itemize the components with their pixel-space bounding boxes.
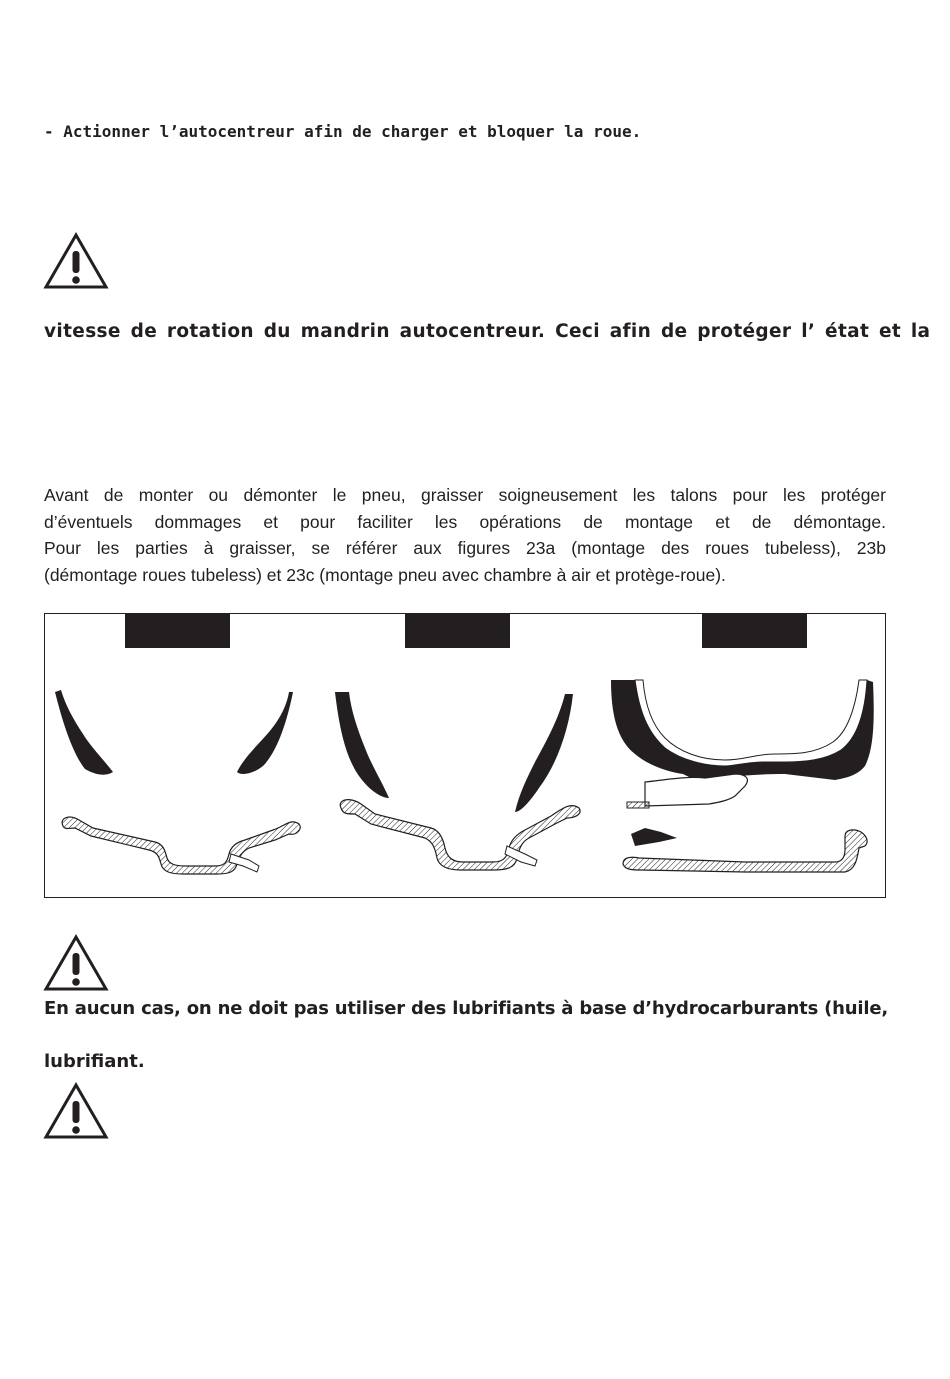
tube-tyre-23c [611, 680, 874, 780]
paragraph-line: d’éventuels dommages et pour faciliter les opérations de montage et de démontage. [44, 511, 886, 532]
tyre-bead-right-23a [237, 692, 293, 774]
warning-triangle-icon [43, 232, 109, 290]
valve-stem-23c [645, 774, 747, 806]
tyre-rim-diagrams [45, 614, 885, 897]
warning-text-lubricants: En aucun cas, on ne doit pas utiliser des lubrifiants à base d’hydrocarburants (huile, [44, 998, 888, 1019]
figure-23-tyre-greasing [44, 613, 886, 898]
rim-profile-23a [62, 817, 300, 874]
step-instruction: - Actionner l’autocentreur afin de charger et bloquer la roue. [44, 122, 642, 141]
warning-triangle-icon [43, 934, 109, 992]
paragraph-line: Avant de monter ou démonter le pneu, graisser soigneusement les talons pour les protéger [44, 485, 886, 505]
warning-text-lubricant-end: lubrifiant. [44, 1051, 145, 1072]
warning-text-rotation: vitesse de rotation du mandrin autocentreur. Ceci afin de protéger l’ état et la [44, 321, 931, 342]
paragraph-line: Pour les parties à graisser, se référer aux figures 23a (montage des roues tubeless), 23b [44, 538, 886, 558]
warning-triangle-icon [43, 1082, 109, 1140]
tyre-bead-left-23b [335, 692, 389, 798]
rim-profile-23b [340, 800, 580, 870]
valve-nut-23c [627, 802, 649, 808]
rim-guard-23c [631, 828, 677, 846]
paragraph-line: (démontage roues tubeless) et 23c (montage pneu avec chambre à air et protège-roue). [44, 564, 726, 585]
greasing-paragraph [44, 482, 886, 588]
tyre-bead-left-23a [55, 690, 113, 775]
tyre-bead-right-23b [515, 694, 573, 812]
